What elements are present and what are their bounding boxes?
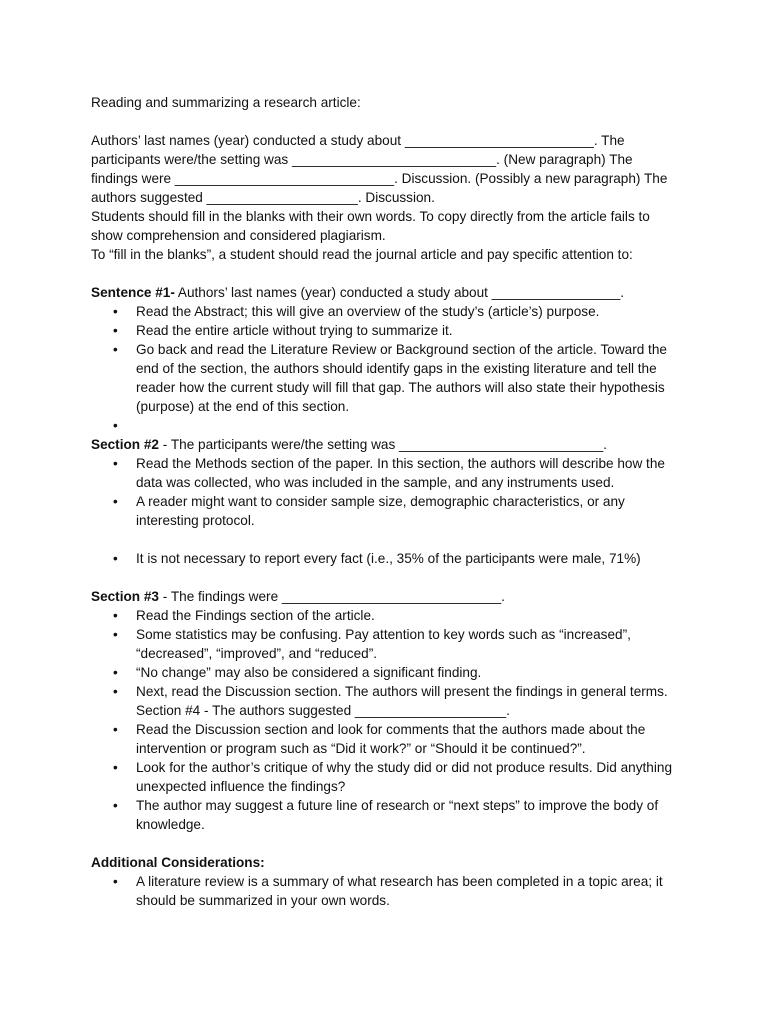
- list-item: • Read the Findings section of the article.: [136, 606, 678, 625]
- sentence-1-text: Authors’ last names (year) conducted a study about _________________.: [174, 285, 625, 300]
- list-item: • A reader might want to consider sample size, demographic characteristics, or any interesting protocol.: [136, 492, 678, 530]
- list-item: • “No change” may also be considered a significant finding.: [136, 663, 678, 682]
- additional-considerations-heading: Additional Considerations:: [91, 855, 265, 870]
- sentence-1-bullet-list: [91, 302, 678, 435]
- list-item: • Read the entire article without trying to summarize it.: [136, 321, 678, 340]
- list-item: • A literature review is a summary of what research has been completed in a topic area; it should be summarized in your own words.: [136, 872, 678, 910]
- list-item: • It is not necessary to report every fact (i.e., 35% of the participants were male, 71%): [136, 549, 678, 568]
- instruction-paragraph-2: To “fill in the blanks”, a student should read the journal article and pay specific attention to:: [91, 247, 633, 262]
- list-item: • Next, read the Discussion section. The authors will present the findings in general terms. Section #4 - The authors suggested ____________________.: [136, 682, 678, 720]
- instruction-paragraph: Students should fill in the blanks with their own words. To copy directly from the article fails to show comprehension and considered plagiarism.: [91, 209, 650, 243]
- section-3-heading: [91, 587, 678, 606]
- document-title: Reading and summarizing a research article:: [91, 95, 361, 110]
- list-item: • Read the Discussion section and look for comments that the authors made about the intervention or program such as “Did it work?” or “Should it be continued?”.: [136, 720, 678, 758]
- section-2-heading: [91, 435, 678, 454]
- section-3-bullet-list: [91, 606, 678, 834]
- section-2-label: Section #2: [91, 437, 159, 452]
- list-item: • Read the Methods section of the paper. In this section, the authors will describe how the data was collected, who was included in the sample, and any instruments used.: [136, 454, 678, 492]
- list-item: • Go back and read the Literature Review or Background section of the article. Toward the end of the section, the authors should identify gaps in the existing literature and tell the reader how the current study will fill that gap. The authors will also state their hypothesis (purpose) at the end of this section.: [136, 340, 678, 416]
- section-3-text: - The findings were _____________________________.: [159, 589, 505, 604]
- sentence-1-heading: [91, 283, 678, 302]
- section-2-bullet-list: [91, 454, 678, 568]
- sentence-1-label: Sentence #1-: [91, 285, 175, 300]
- list-item: • The author may suggest a future line of research or “next steps” to improve the body of knowledge.: [136, 796, 678, 834]
- summary-template-paragraph: Authors’ last names (year) conducted a study about _________________________. The participants were/the setting was ___________________________. (New paragraph) The findings were _____________________________. Discussion. (Possibly a new paragraph) The authors suggested ____________________. Discussion.: [91, 133, 668, 205]
- list-item: • Look for the author’s critique of why the study did or did not produce results. Did anything unexpected influence the findings?: [136, 758, 678, 796]
- additional-considerations-bullet-list: [91, 872, 678, 910]
- section-3-label: Section #3: [91, 589, 159, 604]
- list-item: • Some statistics may be confusing. Pay attention to key words such as “increased”, “decreased”, “improved”, and “reduced”.: [136, 625, 678, 663]
- section-2-text: - The participants were/the setting was ___________________________.: [159, 437, 607, 452]
- empty-list-item: [136, 416, 678, 435]
- list-item: • Read the Abstract; this will give an overview of the study’s (article’s) purpose.: [136, 302, 678, 321]
